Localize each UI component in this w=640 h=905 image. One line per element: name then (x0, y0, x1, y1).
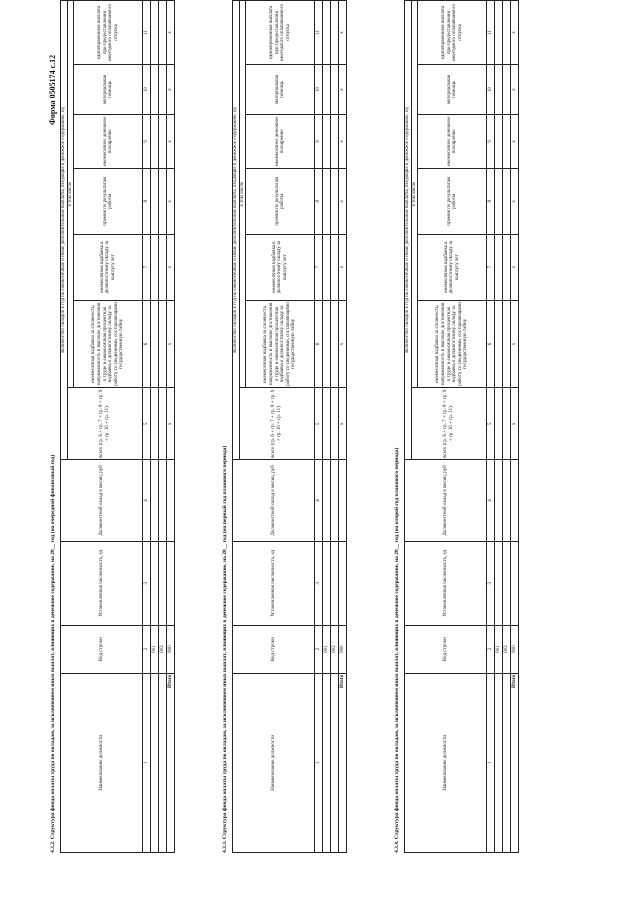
row-value (151, 460, 159, 542)
row-value (495, 114, 503, 168)
column-number: 7 (143, 234, 151, 300)
row-value (339, 460, 347, 542)
header-group: Количество окладов в год на ежемесячные и иные дополнительные выплаты, входящие в денежное содержание, ед (233, 1, 240, 460)
column-number: 9 (487, 114, 495, 168)
row-value (331, 64, 339, 114)
column-number: 5 (315, 388, 323, 460)
header-including: в том числе (67, 1, 74, 388)
header-c11: единовременная выплата при предоставлении ежегодного оплачиваемого отпуска (246, 1, 315, 65)
header-position: Наименование должности (61, 673, 143, 852)
table-row (339, 1, 347, 853)
row-code: 002 (159, 625, 167, 673)
row-value (159, 168, 167, 234)
header-salary: Должностной оклад в месяц, руб (233, 460, 315, 542)
header-c11: единовременная выплата при предоставлении ежегодного оплачиваемого отпуска (74, 1, 143, 65)
header-total: всего (гр. 6 + гр. 7 + гр. 8 + гр. 9 + гр. 10 + гр. 11) (411, 388, 487, 460)
row-value (495, 460, 503, 542)
row-value (503, 114, 511, 168)
column-number: 2 (315, 625, 323, 673)
row-value (503, 1, 511, 65)
row-value (331, 168, 339, 234)
row-value (495, 64, 503, 114)
row-code: 001 (151, 625, 159, 673)
row-value (339, 541, 347, 625)
column-number: 7 (315, 234, 323, 300)
header-c11: единовременная выплата при предоставлении ежегодного оплачиваемого отпуска (418, 1, 487, 65)
row-value: х (339, 388, 347, 460)
column-number: 10 (487, 64, 495, 114)
column-number: 2 (487, 625, 495, 673)
row-value (167, 541, 175, 625)
row-value: х (339, 114, 347, 168)
row-value: х (511, 64, 519, 114)
section-title: 4.3.2. Структура фонда оплаты труда по окладам, за исключением иных выплат, влияющих в денежное содержание, на 20__ год (на очередной финансовый год) (50, 454, 56, 853)
table-row (331, 1, 339, 853)
row-value (503, 460, 511, 542)
column-number: 5 (143, 388, 151, 460)
header-staff: Установленная численность, ед (405, 541, 487, 625)
column-number: 4 (315, 460, 323, 542)
row-value (159, 300, 167, 388)
table-row (167, 1, 175, 853)
row-value (323, 460, 331, 542)
row-value: х (167, 64, 175, 114)
section-title: 4.3.4. Структура фонда оплаты труда по окладам, за исключением иных выплат, влияющих в денежное содержание, на 20__ год (на второй год планового периода) (394, 447, 400, 853)
row-value (323, 168, 331, 234)
header-c6: ежемесячная надбавка за сложность, напряженность и высокие достижения в труде и ежемесячная процентная надбавка к должностному окладу за работу со сведениями, составляющими государственную тайну (246, 300, 315, 388)
row-value (331, 1, 339, 65)
column-number: 9 (143, 114, 151, 168)
column-number: 6 (487, 300, 495, 388)
row-value (323, 388, 331, 460)
column-number: 6 (143, 300, 151, 388)
header-c7: ежемесячная надбавка к должностному окладу за выслугу лет (418, 234, 487, 300)
row-value (151, 300, 159, 388)
header-code: Код строки (405, 625, 487, 673)
column-number: 10 (315, 64, 323, 114)
row-value (503, 64, 511, 114)
row-code: 001 (323, 625, 331, 673)
form-label: Форма 0505174 с.12 (48, 54, 57, 125)
header-total: всего (гр. 6 + гр. 7 + гр. 8 + гр. 9 + гр. 10 + гр. 11) (67, 388, 143, 460)
column-number: 9 (315, 114, 323, 168)
column-number: 11 (315, 1, 323, 65)
column-number: 1 (315, 673, 323, 852)
row-value (331, 300, 339, 388)
header-c8: премия по результатам работы (418, 168, 487, 234)
row-code: 002 (503, 625, 511, 673)
column-number: 3 (315, 541, 323, 625)
header-c6: ежемесячная надбавка за сложность, напряженность и высокие достижения в труде и ежемесячная процентная надбавка к должностному окладу за работу со сведениями, составляющими государственную тайну (418, 300, 487, 388)
row-code: 001 (495, 625, 503, 673)
structure-table (404, 0, 519, 853)
row-name: Итого (167, 673, 175, 852)
row-name (159, 673, 167, 852)
row-value (323, 541, 331, 625)
row-value (159, 1, 167, 65)
row-value (167, 460, 175, 542)
row-value (331, 114, 339, 168)
row-value: х (511, 300, 519, 388)
header-staff: Установленная численность, ед (61, 541, 143, 625)
header-position: Наименование должности (233, 673, 315, 852)
section-title: 4.3.3. Структура фонда оплаты труда по окладам, за исключением иных выплат, влияющих в денежное содержание, на 20__ год (на первый год планового периода) (222, 445, 228, 853)
row-value: х (339, 168, 347, 234)
column-number: 2 (143, 625, 151, 673)
row-value (151, 114, 159, 168)
row-value (151, 234, 159, 300)
row-name (323, 673, 331, 852)
header-total: всего (гр. 6 + гр. 7 + гр. 8 + гр. 9 + гр. 10 + гр. 11) (239, 388, 315, 460)
row-value: х (511, 234, 519, 300)
column-number: 4 (143, 460, 151, 542)
row-value (331, 541, 339, 625)
row-value (495, 1, 503, 65)
header-c10: материальная помощь (74, 64, 143, 114)
row-name (495, 673, 503, 852)
column-number: 3 (487, 541, 495, 625)
row-value: х (167, 300, 175, 388)
row-value: х (339, 300, 347, 388)
row-value (495, 300, 503, 388)
header-c10: материальная помощь (246, 64, 315, 114)
row-value (511, 541, 519, 625)
header-c9: ежемесячное денежное поощрение (74, 114, 143, 168)
header-position: Наименование должности (405, 673, 487, 852)
row-value: х (167, 114, 175, 168)
column-number: 7 (487, 234, 495, 300)
row-value (331, 234, 339, 300)
row-name (331, 673, 339, 852)
row-code: 002 (331, 625, 339, 673)
column-number: 4 (487, 460, 495, 542)
header-c7: ежемесячная надбавка к должностному окладу за выслугу лет (246, 234, 315, 300)
row-value (495, 234, 503, 300)
row-name: Итого (339, 673, 347, 852)
row-value (159, 388, 167, 460)
table-row (495, 1, 503, 853)
header-c8: премия по результатам работы (74, 168, 143, 234)
column-number: 11 (143, 1, 151, 65)
column-number: 11 (487, 1, 495, 65)
column-number: 5 (487, 388, 495, 460)
row-value (503, 168, 511, 234)
row-code: 900 (339, 625, 347, 673)
row-value (503, 541, 511, 625)
column-number: 8 (315, 168, 323, 234)
table-row (503, 1, 511, 853)
row-value: х (167, 1, 175, 65)
header-c7: ежемесячная надбавка к должностному окладу за выслугу лет (74, 234, 143, 300)
row-value: х (339, 64, 347, 114)
row-value (151, 388, 159, 460)
row-value (323, 1, 331, 65)
row-value (159, 234, 167, 300)
header-code: Код строки (233, 625, 315, 673)
column-number: 6 (315, 300, 323, 388)
row-value: х (511, 114, 519, 168)
row-value (323, 300, 331, 388)
row-value (503, 234, 511, 300)
column-number: 10 (143, 64, 151, 114)
header-group: Количество окладов в год на ежемесячные и иные дополнительные выплаты, входящие в денежное содержание, ед (61, 1, 68, 460)
column-number: 3 (143, 541, 151, 625)
row-value: х (167, 388, 175, 460)
row-value (331, 460, 339, 542)
header-salary: Должностной оклад в месяц, руб (405, 460, 487, 542)
row-value (323, 234, 331, 300)
row-value (151, 168, 159, 234)
header-c6: ежемесячная надбавка за сложность, напряженность и высокие достижения в труде и ежемесячная процентная надбавка к должностному окладу за работу со сведениями, составляющими государственную тайну (74, 300, 143, 388)
row-value: х (167, 234, 175, 300)
row-value: х (339, 234, 347, 300)
row-name: Итого (511, 673, 519, 852)
header-including: в том числе (411, 1, 418, 388)
column-number: 1 (487, 673, 495, 852)
row-value (151, 1, 159, 65)
row-value (159, 114, 167, 168)
row-value (503, 300, 511, 388)
row-value (503, 388, 511, 460)
row-value (159, 541, 167, 625)
row-value (159, 460, 167, 542)
row-value (511, 460, 519, 542)
header-c9: ежемесячное денежное поощрение (418, 114, 487, 168)
row-value: х (511, 388, 519, 460)
row-code: 900 (511, 625, 519, 673)
row-value (151, 541, 159, 625)
header-staff: Установленная численность, ед (233, 541, 315, 625)
row-value: х (511, 168, 519, 234)
row-value (331, 388, 339, 460)
structure-table (232, 0, 347, 853)
header-group: Количество окладов в год на ежемесячные и иные дополнительные выплаты, входящие в денежное содержание, ед (405, 1, 412, 460)
row-value (159, 64, 167, 114)
column-number: 1 (143, 673, 151, 852)
row-value (151, 64, 159, 114)
column-number: 8 (143, 168, 151, 234)
header-c9: ежемесячное денежное поощрение (246, 114, 315, 168)
row-value: х (167, 168, 175, 234)
row-value (323, 64, 331, 114)
table-row (323, 1, 331, 853)
row-value: х (339, 1, 347, 65)
table-row (151, 1, 159, 853)
header-c10: материальная помощь (418, 64, 487, 114)
row-value (495, 388, 503, 460)
header-salary: Должностной оклад в месяц, руб (61, 460, 143, 542)
row-name (503, 673, 511, 852)
row-value (495, 168, 503, 234)
row-value (495, 541, 503, 625)
structure-table (60, 0, 175, 853)
table-row (159, 1, 167, 853)
header-c8: премия по результатам работы (246, 168, 315, 234)
header-code: Код строки (61, 625, 143, 673)
row-value (323, 114, 331, 168)
row-name (151, 673, 159, 852)
row-code: 900 (167, 625, 175, 673)
row-value: х (511, 1, 519, 65)
header-including: в том числе (239, 1, 246, 388)
column-number: 8 (487, 168, 495, 234)
table-row (511, 1, 519, 853)
